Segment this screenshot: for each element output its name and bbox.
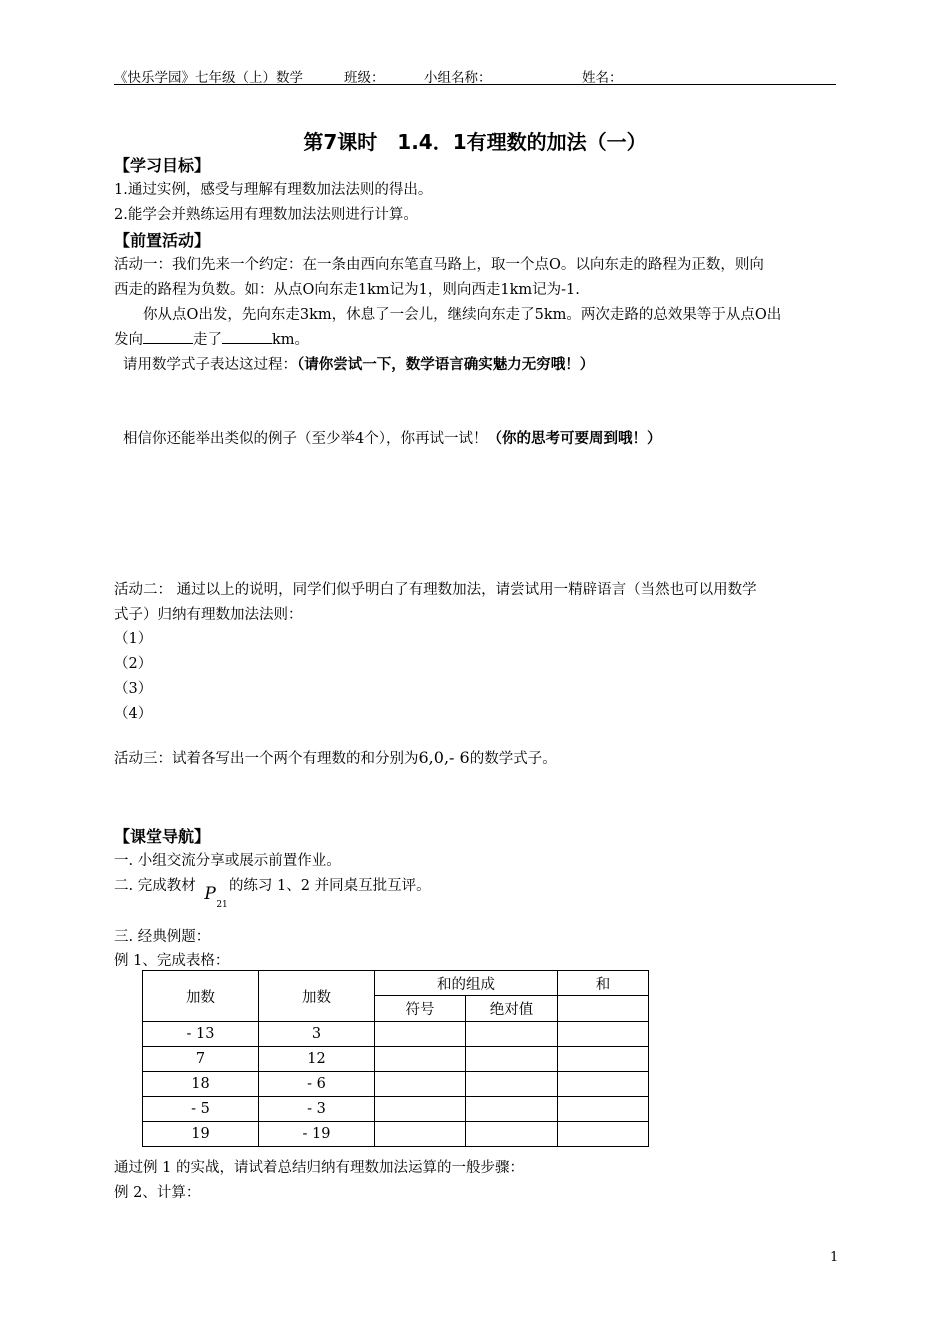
header-addend-2: 加数 xyxy=(259,971,375,1022)
page-title: 第7课时 1.4．1有理数的加法（一） xyxy=(303,130,647,154)
goal-2: 2.能学会并熟练运用有理数加法法则进行计算。 xyxy=(114,207,418,223)
addend-2-cell: - 19 xyxy=(259,1122,375,1147)
rule-4: （4） xyxy=(114,706,153,722)
sign-cell[interactable] xyxy=(375,1097,466,1122)
abs-cell[interactable] xyxy=(466,1022,558,1047)
activity2-line2: 式子）归纳有理数加法法则： xyxy=(114,607,303,623)
activity1-line1: 活动一：我们先来一个约定：在一条由西向东笔直马路上，取一个点O。以向东走的路程为正数，则向 xyxy=(114,257,764,273)
pre-heading: 【前置活动】 xyxy=(114,231,211,250)
summary-prompt: 通过例 1 的实战，请试着总结归纳有理数加法运算的一般步骤： xyxy=(114,1160,524,1176)
activity3-math: 6,0,- 6 xyxy=(418,748,470,767)
goals-heading: 【学习目标】 xyxy=(114,156,211,175)
abs-cell[interactable] xyxy=(466,1097,558,1122)
table-row xyxy=(143,1122,649,1147)
header-name-label: 姓名： xyxy=(582,70,623,86)
addend-1-cell: 18 xyxy=(143,1072,259,1097)
addition-table xyxy=(142,970,649,1147)
header-book: 《快乐学园》七年级（上）数学 xyxy=(114,70,303,86)
table-row xyxy=(143,1072,649,1097)
addend-1-cell: - 5 xyxy=(143,1097,259,1122)
example-2-label: 例 2、计算： xyxy=(114,1185,201,1201)
addend-1-cell: 7 xyxy=(143,1047,259,1072)
header-addend-1: 加数 xyxy=(143,971,259,1022)
guide-item-3: 三. 经典例题： xyxy=(114,929,211,945)
page-header xyxy=(114,66,836,85)
guide-item-1: 一. 小组交流分享或展示前置作业。 xyxy=(114,853,341,869)
header-class-label: 班级： xyxy=(344,70,385,86)
sum-cell[interactable] xyxy=(558,1097,649,1122)
activity1-line3: 你从点O出发，先向东走3km，休息了一会儿，继续向东走了5km。两次走路的总效果等于从点O出 xyxy=(143,307,782,323)
activity1-direction-text: 发向 xyxy=(114,332,143,348)
addend-1-cell: 19 xyxy=(143,1122,259,1147)
examples-bold: （你的思考可要周到哦！） xyxy=(487,431,662,447)
express-line xyxy=(123,353,594,374)
header-sum-blank xyxy=(558,996,649,1022)
activity1-line4 xyxy=(114,328,309,349)
addend-2-cell: 12 xyxy=(259,1047,375,1072)
sign-cell[interactable] xyxy=(375,1022,466,1047)
page-ref-letter: P xyxy=(204,884,216,904)
examples-line xyxy=(123,427,661,448)
activity3-text-a: 活动三：试着各写出一个两个有理数的和分别为 xyxy=(114,751,419,767)
guide-item-2-a: 二. 完成教材 xyxy=(114,878,196,894)
distance-blank[interactable] xyxy=(222,329,272,344)
activity2-line1: 活动二： 通过以上的说明，同学们似乎明白了有理数加法，请尝试用一精辟语言（当然也可以用数学 xyxy=(114,582,757,598)
header-sum: 和 xyxy=(558,971,649,996)
table-row xyxy=(143,1097,649,1122)
guide-item-2-b: 的练习 1、2 并同桌互批互评。 xyxy=(228,878,431,894)
rule-1: （1） xyxy=(114,631,153,647)
header-composition: 和的组成 xyxy=(375,971,558,996)
abs-cell[interactable] xyxy=(466,1072,558,1097)
activity1-line2: 西走的路程为负数。如：从点O向东走1km记为1，则向西走1km记为-1. xyxy=(114,282,580,298)
examples-prompt: 相信你还能举出类似的例子（至少举4个），你再试一试！ xyxy=(123,431,488,447)
table-row xyxy=(143,1022,649,1047)
addend-1-cell: - 13 xyxy=(143,1022,259,1047)
abs-cell[interactable] xyxy=(466,1122,558,1147)
page-ref-number: 21 xyxy=(216,900,228,910)
sum-cell[interactable] xyxy=(558,1122,649,1147)
express-prompt: 请用数学式子表达这过程： xyxy=(123,357,297,373)
express-bold: （请你尝试一下，数学语言确实魅力无穷哦！） xyxy=(297,357,595,373)
guide-item-2 xyxy=(114,874,431,910)
activity1-km-text: km。 xyxy=(272,332,310,348)
header-group-label: 小组名称： xyxy=(424,70,492,86)
sum-cell[interactable] xyxy=(558,1072,649,1097)
sign-cell[interactable] xyxy=(375,1072,466,1097)
table-row xyxy=(143,1047,649,1072)
example-1-label: 例 1、完成表格： xyxy=(114,953,230,969)
sign-cell[interactable] xyxy=(375,1047,466,1072)
activity3-text-b: 的数学式子。 xyxy=(469,751,557,767)
guide-heading: 【课堂导航】 xyxy=(114,827,211,846)
addend-2-cell: - 3 xyxy=(259,1097,375,1122)
page-ref xyxy=(200,880,228,910)
direction-blank[interactable] xyxy=(143,329,193,344)
addend-2-cell: - 6 xyxy=(259,1072,375,1097)
page-number: 1 xyxy=(830,1250,839,1265)
header-abs-value: 绝对值 xyxy=(466,996,558,1022)
rule-3: （3） xyxy=(114,681,153,697)
header-sign: 符号 xyxy=(375,996,466,1022)
rule-2: （2） xyxy=(114,656,153,672)
sum-cell[interactable] xyxy=(558,1022,649,1047)
sum-cell[interactable] xyxy=(558,1047,649,1072)
sign-cell[interactable] xyxy=(375,1122,466,1147)
activity1-walked-text: 走了 xyxy=(193,332,222,348)
goal-1: 1.通过实例，感受与理解有理数加法法则的得出。 xyxy=(114,182,433,198)
abs-cell[interactable] xyxy=(466,1047,558,1072)
addend-2-cell: 3 xyxy=(259,1022,375,1047)
activity3-line xyxy=(114,747,557,768)
